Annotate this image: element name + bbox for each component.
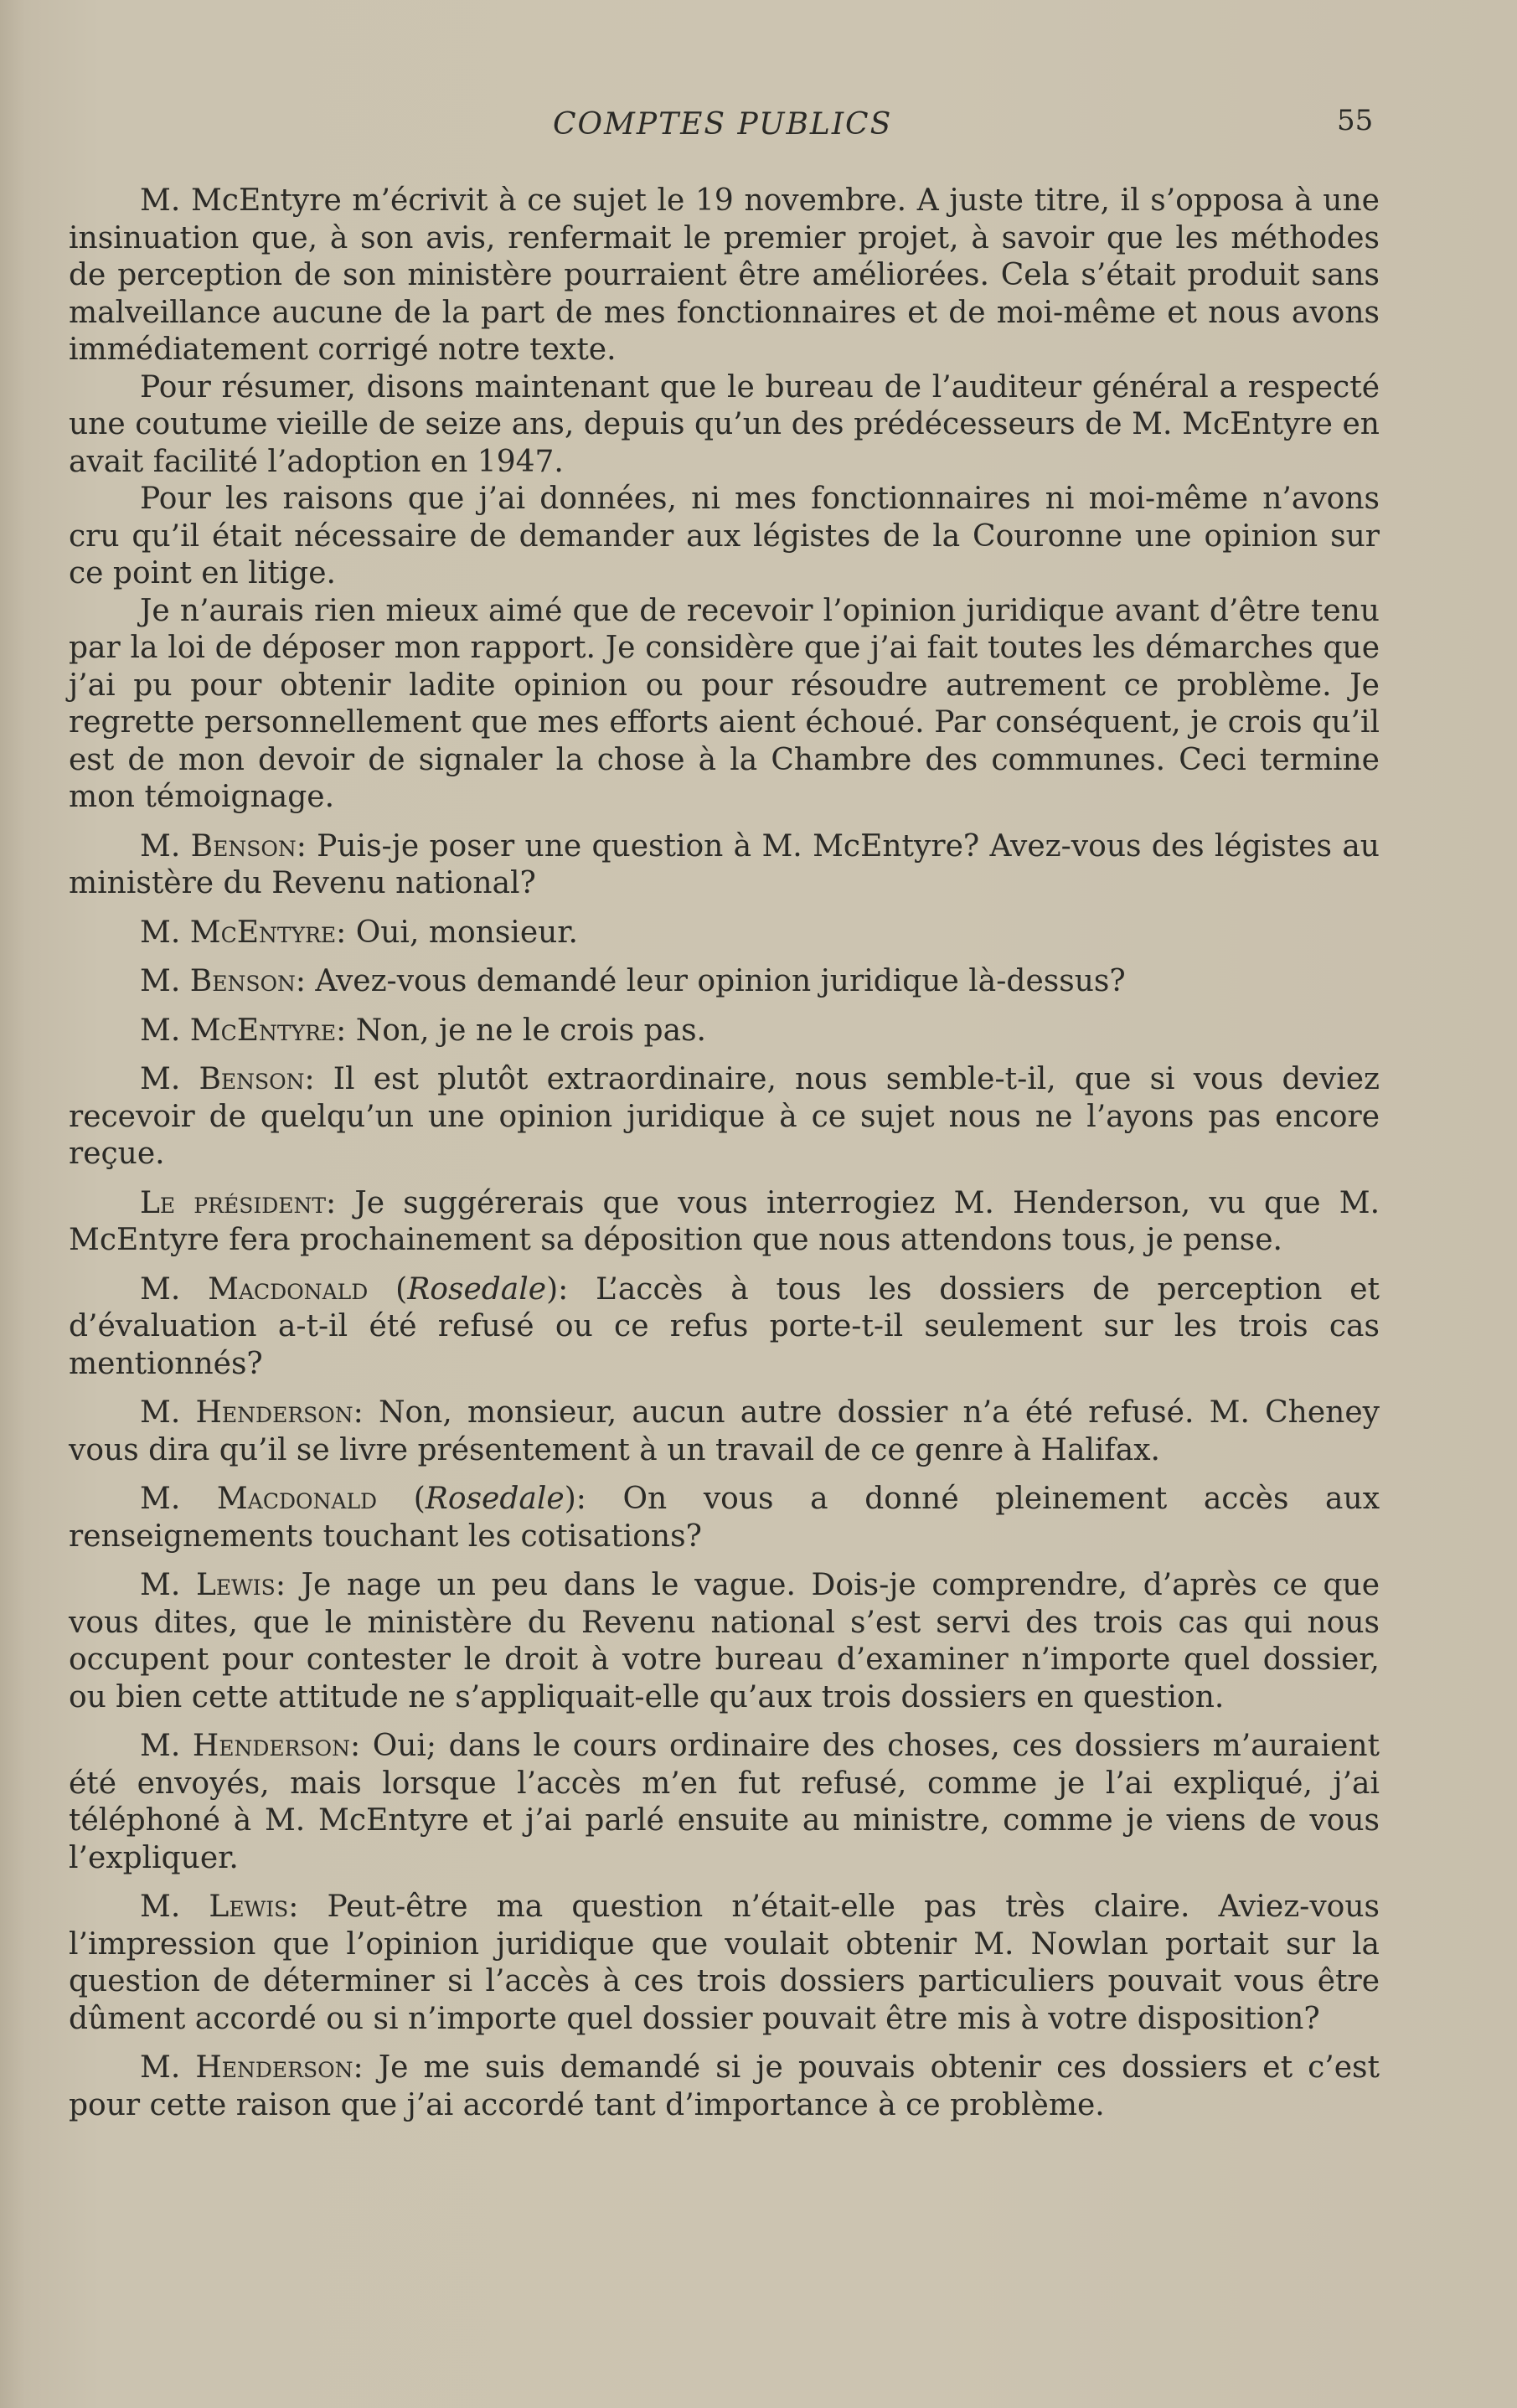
speaker-name: M. Lewis (140, 1568, 276, 1602)
dialogue-paragraph: M. Macdonald (Rosedale): On vous a donné pleinement accès aux renseignements touchant les cotisations? (69, 1482, 1380, 1554)
page-body (69, 183, 1380, 2124)
paragraph: Je n’aurais rien mieux aimé que de recevoir l’opinion juridique avant d’être tenu par la loi de déposer mon rapport. Je considère que j’ai fait toutes les démarches que j’ai pu pour obtenir ladite opinion ou pour résoudre autrement ce problème. Je regrette personnellement que mes efforts aient échoué. Par conséquent, je crois qu’il est de mon devoir de signaler la chose à la Chambre des communes. Ceci termine mon témoignage. (69, 593, 1380, 814)
speaker-name: M. Henderson (140, 1395, 353, 1430)
speech-text: : L’accès à tous les dossiers de perception et d’évaluation a-t-il été refusé ou ce refus porte-t-il seulement sur les trois cas mentionnés? (69, 1271, 1380, 1381)
speech-text: : Puis-je poser une question à M. McEntyre? Avez-vous des légistes au ministère du Revenu national? (69, 828, 1380, 900)
speaker-name: M. Benson (140, 828, 297, 864)
dialogue-paragraph (69, 828, 1380, 903)
dialogue-paragraph (69, 963, 1380, 1001)
speech-text: : Non, je ne le crois pas. (336, 1013, 706, 1048)
speech-text: : Il est plutôt extraordinaire, nous semble-t-il, que si vous deviez recevoir de quelqu’un une opinion juridique à ce sujet nous ne l’ayons pas encore reçue. (69, 1062, 1380, 1171)
speaker-name: M. Macdonald (140, 1482, 378, 1516)
speaker-name: M. McEntyre (140, 1013, 337, 1048)
speaker-riding: Rosedale (425, 1482, 565, 1516)
dialogue-paragraph (69, 1061, 1380, 1173)
running-title: COMPTES PUBLICS (553, 107, 893, 142)
speech-text: : Je nage un peu dans le vague. Dois-je comprendre, d’après ce que vous dites, que le ministère du Revenu national s’est servi des trois cas qui nous occupent pour contester le droit à votre bureau d’examiner n’importe quel dossier, ou bien cette attitude ne s’appliquait-elle qu’aux trois dossiers en question. (69, 1568, 1380, 1714)
speaker-name: M. Henderson (140, 1729, 351, 1763)
speaker-name: Le président (140, 1185, 327, 1220)
speaker-name: M. Lewis (140, 1890, 289, 1924)
speaker-name: M. Benson (140, 1062, 305, 1096)
speech-text: : Oui; dans le cours ordinaire des choses, ces dossiers m’auraient été envoyés, mais lorsque l’accès m’en fut refusé, comme je l’ai expliqué, j’ai téléphoné à M. McEntyre et j’ai parlé ensuite au ministre, comme je viens de vous l’expliquer. (69, 1729, 1380, 1875)
dialogue-paragraph (69, 1395, 1380, 1469)
speech-text: : Oui, monsieur. (336, 915, 578, 950)
speaker-name: M. Macdonald (140, 1271, 369, 1307)
page-number: 55 (1337, 104, 1374, 137)
dialogue-paragraph (69, 1013, 1380, 1050)
paragraph: Pour les raisons que j’ai données, ni mes fonctionnaires ni moi-même n’avons cru qu’il était nécessaire de demander aux légistes de la Couronne une opinion sur ce point en litige. (69, 482, 1380, 590)
dialogue-paragraph (69, 2050, 1380, 2124)
paragraph: M. McEntyre m’écrivit à ce sujet le 19 novembre. A juste titre, il s’opposa à une insinuation que, à son avis, renfermait le premier projet, à savoir que les méthodes de perception de son ministère pourraient être améliorées. Cela s’était produit sans malveillance aucune de la part de mes fonctionnaires et de moi-même et nous avons immédiatement corrigé notre texte. (69, 183, 1380, 367)
speaker-name: M. McEntyre (140, 915, 337, 950)
speaker-riding: Rosedale (407, 1271, 547, 1307)
dialogue-paragraph (69, 1567, 1380, 1716)
speaker-name: M. Henderson (140, 2050, 353, 2085)
speaker-name: M. Benson (140, 964, 296, 998)
speech-text: : Non, monsieur, aucun autre dossier n’a été refusé. M. Cheney vous dira qu’il se livre présentement à un travail de ce genre à Halifax. (69, 1395, 1380, 1467)
dialogue-paragraph (69, 1728, 1380, 1877)
speech-text: : Peut-être ma question n’était-elle pas très claire. Aviez-vous l’impression que l’opinion juridique que voulait obtenir M. Nowlan portait sur la question de déterminer si l’accès à ces trois dossiers particuliers pouvait vous être dûment accordé ou si n’importe quel dossier pouvait être mis à votre disposition? (69, 1890, 1380, 2036)
speech-text: : On vous a donné pleinement accès aux renseignements touchant les cotisations? (69, 1482, 1380, 1554)
dialogue-paragraph (69, 1889, 1380, 2038)
dialogue-paragraph (69, 1185, 1380, 1260)
speech-text: : Je suggérerais que vous interrogiez M. Henderson, vu que M. McEntyre fera prochainement sa déposition que nous attendons tous, je pense. (69, 1185, 1380, 1257)
paragraph: Pour résumer, disons maintenant que le bureau de l’auditeur général a respecté une coutume vieille de seize ans, depuis qu’un des prédécesseurs de M. McEntyre en avait facilité l’adoption en 1947. (69, 369, 1380, 479)
speech-text: : Avez-vous demandé leur opinion juridique là-dessus? (295, 964, 1126, 998)
dialogue-paragraph: M. Macdonald (Rosedale): L’accès à tous les dossiers de perception et d’évaluation a-t-il été refusé ou ce refus porte-t-il seulement sur les trois cas mentionnés? (69, 1271, 1380, 1381)
dialogue-paragraph (69, 915, 1380, 952)
page-header (0, 104, 1517, 157)
speech-text: : Je me suis demandé si je pouvais obtenir ces dossiers et c’est pour cette raison que j’ai accordé tant d’importance à ce problème. (69, 2050, 1380, 2122)
